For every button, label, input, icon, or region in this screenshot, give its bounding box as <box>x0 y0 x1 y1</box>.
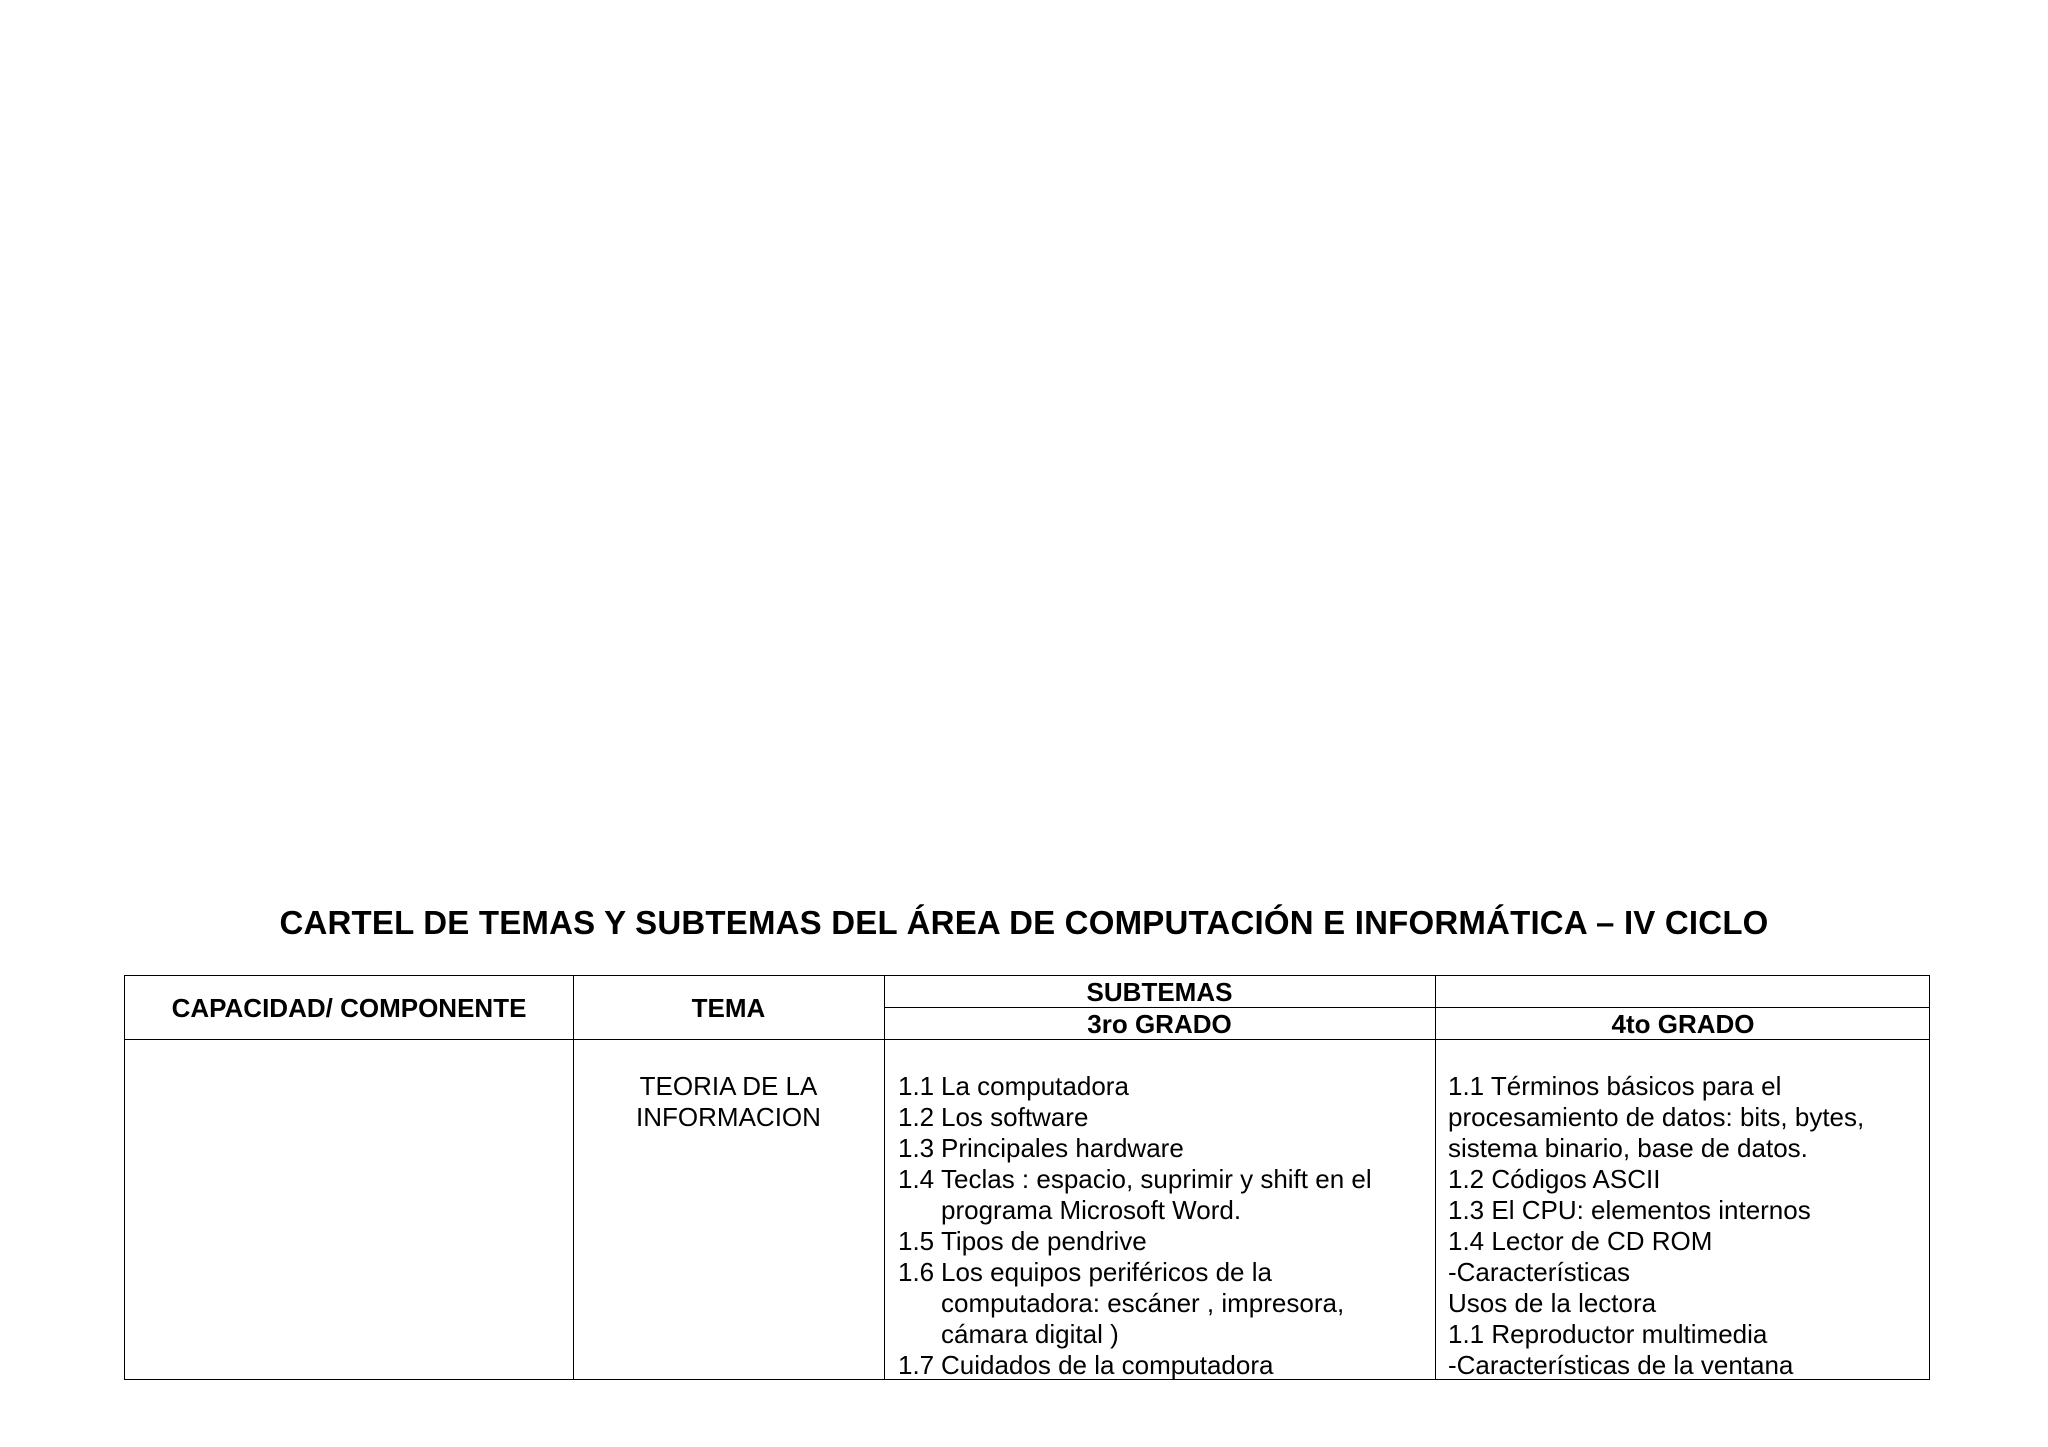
topics-table <box>124 975 1930 1380</box>
item-number: 1.3 <box>898 1133 935 1163</box>
item-text: Los software <box>941 1102 1089 1132</box>
list-item <box>898 1133 1428 1164</box>
grado-4-line: 1.3 El CPU: elementos internos <box>1448 1195 1811 1225</box>
page-title: CARTEL DE TEMAS Y SUBTEMAS DEL ÁREA DE COMPUTACIÓN E INFORMÁTICA – IV CICLO <box>279 904 1769 941</box>
item-text: programa Microsoft Word. <box>941 1195 1242 1225</box>
item-number: 1.5 <box>898 1226 935 1256</box>
list-item <box>898 1071 1428 1102</box>
grado-4-line: 1.4 Lector de CD ROM <box>1448 1226 1713 1256</box>
item-text: computadora: escáner , impresora, <box>941 1288 1345 1318</box>
item-number: 1.6 <box>898 1257 935 1287</box>
grado-4-cell <box>1448 1071 1928 1381</box>
grado-4-line: -Características de la ventana <box>1448 1350 1794 1380</box>
grado-4-line: 1.2 Códigos ASCII <box>1448 1164 1661 1194</box>
item-number: 1.1 <box>898 1071 935 1101</box>
tema-line: INFORMACION <box>636 1102 821 1132</box>
item-number: 1.2 <box>898 1102 935 1132</box>
subheader-divider <box>884 1007 1929 1008</box>
item-number: 1.4 <box>898 1164 935 1194</box>
grado-4-line: procesamiento de datos: bits, bytes, <box>1448 1102 1865 1132</box>
item-text: Los equipos periféricos de la <box>941 1257 1272 1287</box>
header-subtemas: SUBTEMAS <box>1086 977 1233 1007</box>
header-capacidad: CAPACIDAD/ COMPONENTE <box>171 993 527 1023</box>
tema-cell <box>573 1071 884 1133</box>
grado-3-cell <box>898 1071 1428 1381</box>
item-text: La computadora <box>941 1071 1129 1101</box>
item-text: Tipos de pendrive <box>941 1226 1147 1256</box>
grado-4-line: 1.1 Términos básicos para el <box>1448 1071 1782 1101</box>
item-text: Cuidados de la computadora <box>941 1350 1274 1380</box>
list-item <box>898 1102 1428 1133</box>
header-divider <box>125 1039 1929 1040</box>
list-item <box>898 1164 1428 1226</box>
item-text: Principales hardware <box>941 1133 1184 1163</box>
column-divider <box>573 976 574 1379</box>
item-text: cámara digital ) <box>941 1319 1119 1349</box>
tema-line: TEORIA DE LA <box>639 1071 818 1101</box>
list-item <box>898 1257 1428 1350</box>
grado-4-line: -Características <box>1448 1257 1631 1287</box>
list-item <box>898 1226 1428 1257</box>
grado-4-line: 1.1 Reproductor multimedia <box>1448 1319 1768 1349</box>
header-tema: TEMA <box>691 993 766 1023</box>
item-text: Teclas : espacio, suprimir y shift en el <box>941 1164 1372 1194</box>
list-item <box>898 1350 1428 1381</box>
header-grado-3: 3ro GRADO <box>1087 1009 1232 1039</box>
grado-4-line: sistema binario, base de datos. <box>1448 1133 1808 1163</box>
item-number: 1.7 <box>898 1350 935 1380</box>
grado-4-line: Usos de la lectora <box>1448 1288 1657 1318</box>
header-grado-4: 4to GRADO <box>1611 1009 1755 1039</box>
